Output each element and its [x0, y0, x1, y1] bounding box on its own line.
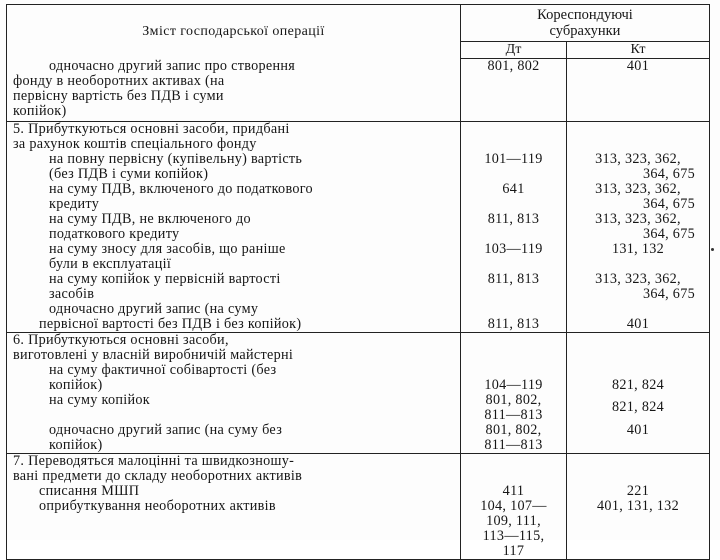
text-line: (без ПДВ і суми копійок) — [49, 165, 209, 182]
text-line: 104, 107— — [480, 497, 547, 514]
text-line: були в експлуатації — [49, 255, 172, 272]
text-line: за рахунок коштів спеціального фонду — [13, 135, 257, 152]
text-line: копійок) — [49, 376, 103, 393]
text-line: на суму фактичної собівартості (без — [49, 361, 277, 378]
operation-cell — [7, 182, 461, 212]
table-row — [7, 272, 710, 302]
text-line: вані предмети до складу необоротних активів — [13, 467, 303, 484]
empty-cell — [567, 121, 710, 152]
text-line: 364, 675 — [642, 195, 695, 212]
corresponding-accounts-header — [461, 5, 710, 42]
text-line: 313, 323, 362, — [595, 150, 681, 167]
text-line: 364, 675 — [642, 285, 695, 302]
text-line: засобів — [49, 285, 95, 302]
debit-cell: 811, 813 — [461, 272, 567, 302]
section-5-title — [7, 121, 461, 152]
header-row — [7, 5, 710, 42]
debit-cell: 101—119 — [461, 152, 567, 182]
operation-cell — [7, 363, 461, 393]
operation-cell — [7, 393, 461, 423]
empty-cell — [461, 332, 567, 363]
operation-cell — [7, 484, 461, 499]
table-row — [7, 59, 710, 122]
text-line: копійок) — [49, 436, 103, 453]
text-line: на суму ПДВ, включеного до податкового — [49, 180, 313, 197]
operation-cell — [7, 499, 461, 560]
credit-cell: 221 — [567, 484, 710, 499]
operation-cell — [7, 152, 461, 182]
text-line: первісну вартість без ПДВ і суми — [13, 87, 224, 104]
text-line: 113—115, — [482, 527, 545, 544]
text-line: на суму копійок у первісній вартості — [49, 270, 281, 287]
table-row — [7, 484, 710, 499]
table-row — [7, 423, 710, 454]
credit-cell: 401 — [567, 59, 710, 122]
operation-cell — [7, 242, 461, 272]
scan-speck — [711, 248, 714, 251]
text-line: на повну первісну (купівельну) вартість — [49, 150, 303, 167]
debit-cell: 811, 813 — [461, 212, 567, 242]
text-line: первісної вартості без ПДВ і без копійок) — [39, 315, 302, 332]
operation-cell — [7, 212, 461, 242]
table-row — [7, 152, 710, 182]
debit-cell: 411 — [461, 484, 567, 499]
credit-cell — [567, 272, 710, 302]
table-row — [7, 212, 710, 242]
empty-cell — [461, 121, 567, 152]
text-line: 6. Прибуткуються основні засоби, — [13, 331, 229, 348]
debit-cell — [461, 423, 567, 454]
text-line: 811—813 — [484, 406, 543, 423]
debit-cell: 641 — [461, 182, 567, 212]
empty-cell — [567, 453, 710, 484]
text-line: на суму копійок — [49, 391, 150, 408]
table-row — [7, 242, 710, 272]
section-title-row — [7, 121, 710, 152]
text-line: 7. Переводяться малоцінні та швидкозношу- — [13, 452, 295, 469]
operation-column-header: Зміст господарської операції — [7, 5, 461, 59]
credit-cell: 401, 131, 132 — [567, 499, 710, 560]
debit-header: Дт — [461, 42, 567, 59]
debit-cell: 104—119 — [461, 363, 567, 393]
debit-cell — [461, 393, 567, 423]
credit-header: Кт — [567, 42, 710, 59]
section-6-title — [7, 332, 461, 363]
text-line: 313, 323, 362, — [595, 180, 681, 197]
empty-cell — [567, 332, 710, 363]
text-line: 313, 323, 362, — [595, 270, 681, 287]
text-line: 313, 323, 362, — [595, 210, 681, 227]
text-line: на суму ПДВ, не включеного до — [49, 210, 251, 227]
text-line: фонду в необоротних активах (на — [13, 72, 225, 89]
debit-cell — [461, 499, 567, 560]
debit-cell: 801, 802 — [461, 59, 567, 122]
text-line: кредиту — [49, 195, 100, 212]
debit-cell: 811, 813 — [461, 302, 567, 333]
text-line: 117 — [502, 542, 525, 559]
text-line: одночасно другий запис (на суму без — [49, 421, 283, 438]
text-line: списання МШП — [39, 482, 140, 499]
text-line: одночасно другий запис про створення — [49, 57, 296, 74]
text-line: 364, 675 — [642, 225, 695, 242]
credit-cell — [567, 182, 710, 212]
empty-cell — [461, 453, 567, 484]
table-row — [7, 302, 710, 333]
accounting-table — [6, 4, 710, 560]
credit-cell — [567, 152, 710, 182]
section-title-row — [7, 453, 710, 484]
text-line: 5. Прибуткуються основні засоби, придбані — [13, 120, 290, 137]
table-row — [7, 393, 710, 423]
debit-cell: 103—119 — [461, 242, 567, 272]
text-line: податкового кредиту — [49, 225, 180, 242]
text-line: на суму зносу для засобів, що раніше — [49, 240, 286, 257]
corr-header-line2: субрахунки — [549, 23, 621, 39]
credit-cell: 821, 824 — [567, 393, 710, 423]
text-line: 109, 111, — [486, 512, 541, 529]
section-7-title — [7, 453, 461, 484]
table-row — [7, 499, 710, 560]
credit-cell — [567, 212, 710, 242]
text-line: копійок) — [13, 102, 67, 119]
operation-cell — [7, 302, 461, 333]
text-line: виготовлені у власній виробничій майстерні — [13, 346, 294, 363]
text-line: 811—813 — [484, 436, 543, 453]
operation-cell — [7, 423, 461, 454]
credit-cell: 821, 824 — [567, 363, 710, 393]
table-row — [7, 182, 710, 212]
credit-cell: 401 — [567, 302, 710, 333]
text-line: одночасно другий запис (на суму — [49, 300, 259, 317]
text-line: 801, 802, — [485, 391, 542, 408]
credit-cell: 401 — [567, 423, 710, 454]
corr-header-line1: Кореспондуючі — [537, 7, 633, 23]
text-line: 364, 675 — [642, 165, 695, 182]
operation-cell — [7, 59, 461, 122]
credit-cell: 131, 132 — [567, 242, 710, 272]
section-title-row — [7, 332, 710, 363]
operation-cell — [7, 272, 461, 302]
text-line: оприбуткування необоротних активів — [39, 497, 276, 514]
text-line: 801, 802, — [485, 421, 542, 438]
table-row — [7, 363, 710, 393]
